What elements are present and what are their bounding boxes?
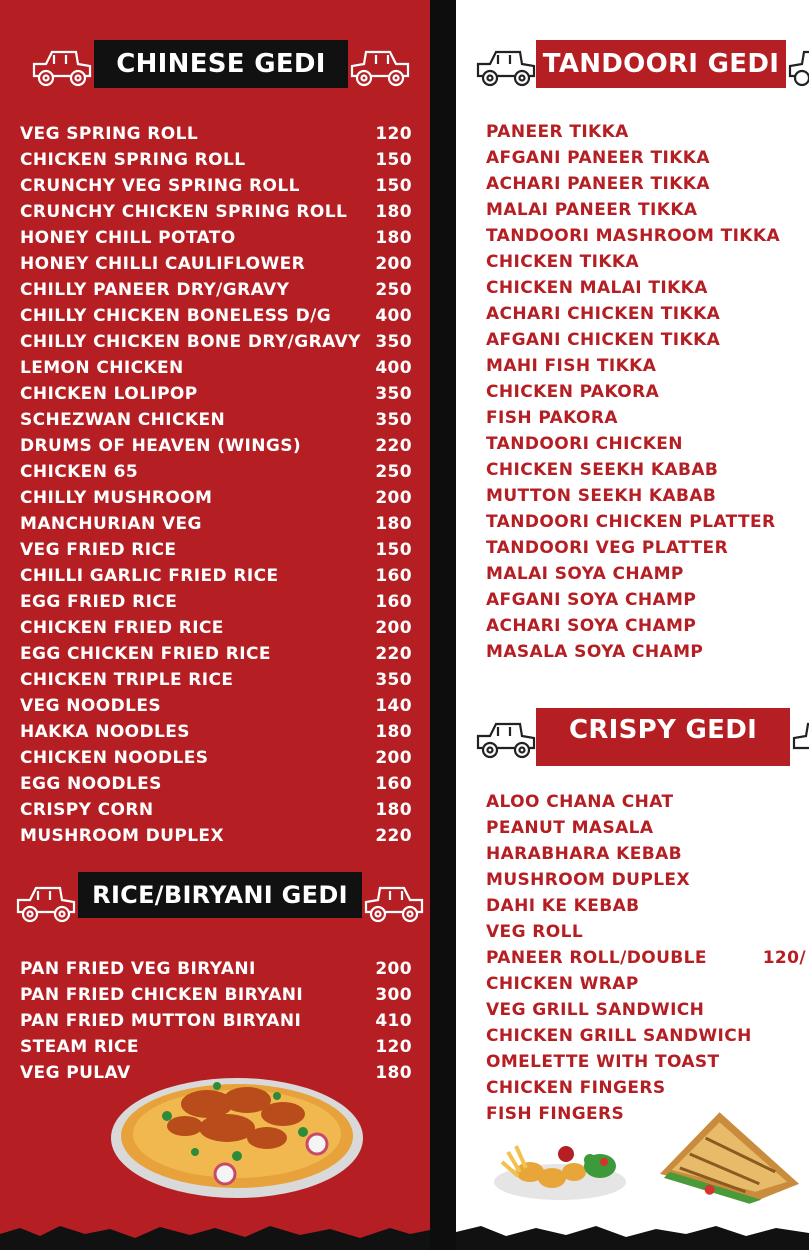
menu-item [20,745,412,771]
menu-item-price: 410 [375,1011,412,1031]
menu-item-name: PAN FRIED MUTTON BIRYANI [20,1011,302,1031]
menu-item-name: TANDOORI CHICKEN PLATTER [486,512,776,532]
menu-item [486,405,809,431]
menu-item-name: DAHI KE KEBAB [486,896,640,916]
menu-item [486,431,809,457]
menu-item [20,329,412,355]
menu-item-name: OMELETTE WITH TOAST [486,1052,720,1072]
menu-item-name: MALAI SOYA CHAMP [486,564,684,584]
menu-item [20,823,412,849]
menu-item-name: CHICKEN PAKORA [486,382,660,402]
menu-item [20,381,412,407]
menu-item [486,301,809,327]
menu-item-price: 350 [375,332,412,352]
menu-item-name: CHICKEN SPRING ROLL [20,150,246,170]
menu-item [20,485,412,511]
menu-item-name: CHICKEN MALAI TIKKA [486,278,708,298]
menu-item-name: CHILLI GARLIC FRIED RICE [20,566,279,586]
menu-item-price: 160 [375,774,412,794]
tandoori-title: TANDOORI GEDI [536,40,786,88]
menu-item-name: CRISPY CORN [20,800,154,820]
menu-item-name: TANDOORI VEG PLATTER [486,538,729,558]
menu-item-price: 200 [375,488,412,508]
menu-item [486,1049,809,1075]
chinese-title: CHINESE GEDI [94,40,348,88]
menu-item [486,587,809,613]
menu-item-price: 180 [375,228,412,248]
menu-item-name: CHICKEN NOODLES [20,748,209,768]
menu-item [486,483,809,509]
menu-item [20,147,412,173]
menu-item [20,251,412,277]
menu-item-price: 400 [375,358,412,378]
menu-item [486,1075,809,1101]
jeep-icon [786,44,809,90]
menu-item-price: 120 [375,1037,412,1057]
menu-item-name: PANEER ROLL/DOUBLE [486,948,707,968]
menu-item-name: MANCHURIAN VEG [20,514,202,534]
menu-item-name: PANEER TIKKA [486,122,629,142]
menu-item-name: TANDOORI MASHROOM TIKKA [486,226,781,246]
menu-item-name: AFGANI SOYA CHAMP [486,590,697,610]
menu-item-price: 120/ [762,948,806,968]
menu-item-price: 220 [375,436,412,456]
menu-item-price: 400 [375,306,412,326]
jeep-icon [474,44,538,90]
biryani-header [0,872,430,932]
menu-item-name: PEANUT MASALA [486,818,654,838]
menu-item-name: LEMON CHICKEN [20,358,184,378]
menu-item [486,893,809,919]
menu-item-name: CHICKEN GRILL SANDWICH [486,1026,752,1046]
menu-item [20,407,412,433]
menu-item-name: AFGANI CHICKEN TIKKA [486,330,721,350]
menu-item-name: CHILLY MUSHROOM [20,488,213,508]
menu-item-price: 150 [375,150,412,170]
menu-item [20,956,412,982]
menu-item [486,119,809,145]
crispy-header [456,706,809,766]
menu-item-name: EGG CHICKEN FRIED RICE [20,644,271,664]
right-menu-panel [456,0,809,1250]
chinese-header [0,36,430,96]
menu-item-name: CHICKEN LOLIPOP [20,384,198,404]
menu-item-name: VEG PULAV [20,1063,131,1083]
menu-item-name: CHICKEN TIKKA [486,252,640,272]
panel-divider [430,0,456,1250]
menu-item [20,615,412,641]
menu-item-price: 150 [375,540,412,560]
menu-item [486,171,809,197]
menu-item-name: HARABHARA KEBAB [486,844,682,864]
menu-item [486,353,809,379]
menu-item-name: CRUNCHY VEG SPRING ROLL [20,176,300,196]
menu-item-name: MASALA SOYA CHAMP [486,642,704,662]
menu-item-name: CHILLY CHICKEN BONE DRY/GRAVY [20,332,361,352]
menu-item-name: PAN FRIED CHICKEN BIRYANI [20,985,304,1005]
menu-item [20,667,412,693]
menu-item-price: 250 [375,462,412,482]
menu-item-price: 250 [375,280,412,300]
menu-item-name: VEG NOODLES [20,696,161,716]
menu-item-name: CRUNCHY CHICKEN SPRING ROLL [20,202,348,222]
menu-item-price: 140 [375,696,412,716]
menu-item [486,997,809,1023]
menu-item [486,197,809,223]
menu-item-price: 200 [375,959,412,979]
jeep-icon [30,44,94,90]
menu-item-name: ACHARI PANEER TIKKA [486,174,710,194]
menu-item-name: CHICKEN FINGERS [486,1078,666,1098]
rough-bottom-edge [0,1220,430,1250]
menu-item [486,561,809,587]
menu-item-name: VEG GRILL SANDWICH [486,1000,705,1020]
menu-item-price: 220 [375,644,412,664]
menu-item [486,535,809,561]
menu-item-name: SCHEZWAN CHICKEN [20,410,226,430]
menu-item-name: CHICKEN WRAP [486,974,639,994]
menu-item [486,971,809,997]
menu-item-price: 150 [375,176,412,196]
menu-item-name: ACHARI CHICKEN TIKKA [486,304,721,324]
menu-item-name: HONEY CHILL POTATO [20,228,236,248]
menu-item [486,457,809,483]
menu-item [20,459,412,485]
menu-item [486,509,809,535]
menu-item-price: 220 [375,826,412,846]
menu-item [486,945,809,971]
menu-item [20,589,412,615]
menu-item-name: CHICKEN 65 [20,462,139,482]
menu-item [20,797,412,823]
menu-item-name: FISH FINGERS [486,1104,625,1124]
menu-item-name: EGG NOODLES [20,774,162,794]
sandwich-icon [650,1104,809,1204]
menu-item-name: ACHARI SOYA CHAMP [486,616,697,636]
menu-item-name: HAKKA NOODLES [20,722,190,742]
menu-item-price: 160 [375,592,412,612]
menu-item [486,1023,809,1049]
menu-item-name: ALOO CHANA CHAT [486,792,674,812]
rough-bottom-edge [456,1220,809,1250]
menu-item-name: MUSHROOM DUPLEX [486,870,690,890]
menu-item [20,563,412,589]
menu-item-name: MALAI PANEER TIKKA [486,200,698,220]
menu-item [20,225,412,251]
menu-item-price: 180 [375,1063,412,1083]
menu-item [20,982,412,1008]
menu-item-price: 180 [375,202,412,222]
menu-item-price: 200 [375,748,412,768]
menu-item [20,173,412,199]
menu-item-name: AFGANI PANEER TIKKA [486,148,710,168]
menu-item-name: MAHI FISH TIKKA [486,356,657,376]
menu-item-name: CHILLY CHICKEN BONELESS D/G [20,306,332,326]
menu-item-price: 350 [375,670,412,690]
menu-item [486,275,809,301]
jeep-icon [362,880,426,926]
menu-item-price: 180 [375,514,412,534]
menu-item [20,121,412,147]
menu-item-price: 350 [375,384,412,404]
menu-item [486,639,809,665]
jeep-icon [348,44,412,90]
menu-item-name: FISH PAKORA [486,408,618,428]
menu-item-name: MUTTON SEEKH KABAB [486,486,717,506]
menu-item-name: VEG SPRING ROLL [20,124,199,144]
menu-item-price: 160 [375,566,412,586]
menu-item [20,199,412,225]
menu-item [20,1008,412,1034]
menu-item [20,641,412,667]
menu-item [486,249,809,275]
menu-item [486,145,809,171]
menu-item-price: 180 [375,722,412,742]
jeep-icon [474,716,538,762]
menu-item [20,537,412,563]
menu-item-name: CHILLY PANEER DRY/GRAVY [20,280,290,300]
menu-item [486,613,809,639]
menu-item [20,719,412,745]
menu-item [20,511,412,537]
menu-item-name: VEG ROLL [486,922,584,942]
menu-item-name: CHICKEN FRIED RICE [20,618,224,638]
menu-item-price: 200 [375,618,412,638]
menu-item-price: 350 [375,410,412,430]
menu-item [20,433,412,459]
menu-item-name: HONEY CHILLI CAULIFLOWER [20,254,306,274]
jeep-icon [790,716,809,762]
menu-item [486,815,809,841]
menu-item [486,223,809,249]
menu-item [486,379,809,405]
menu-item-name: CHICKEN TRIPLE RICE [20,670,234,690]
menu-item [486,327,809,353]
menu-item-name: TANDOORI CHICKEN [486,434,683,454]
crispy-title: CRISPY GEDI [536,708,790,766]
menu-item-name: PAN FRIED VEG BIRYANI [20,959,256,979]
menu-item [486,919,809,945]
snack-plate-icon [490,1132,630,1202]
menu-item [20,771,412,797]
menu-item-name: VEG FRIED RICE [20,540,177,560]
menu-item-name: EGG FRIED RICE [20,592,178,612]
menu-item [20,693,412,719]
menu-item-name: STEAM RICE [20,1037,139,1057]
menu-item [486,789,809,815]
menu-item [20,277,412,303]
jeep-icon [14,880,78,926]
menu-item [20,355,412,381]
menu-item-price: 120 [375,124,412,144]
menu-item-price: 200 [375,254,412,274]
biryani-plate-icon [106,1056,368,1206]
biryani-title: RICE/BIRYANI GEDI [78,872,362,918]
menu-item-name: DRUMS OF HEAVEN (WINGS) [20,436,302,456]
tandoori-header [456,36,809,96]
menu-item [486,867,809,893]
menu-item-name: CHICKEN SEEKH KABAB [486,460,719,480]
menu-item-name: MUSHROOM DUPLEX [20,826,224,846]
menu-item-price: 300 [375,985,412,1005]
menu-item [20,303,412,329]
menu-item-price: 180 [375,800,412,820]
menu-item [486,841,809,867]
